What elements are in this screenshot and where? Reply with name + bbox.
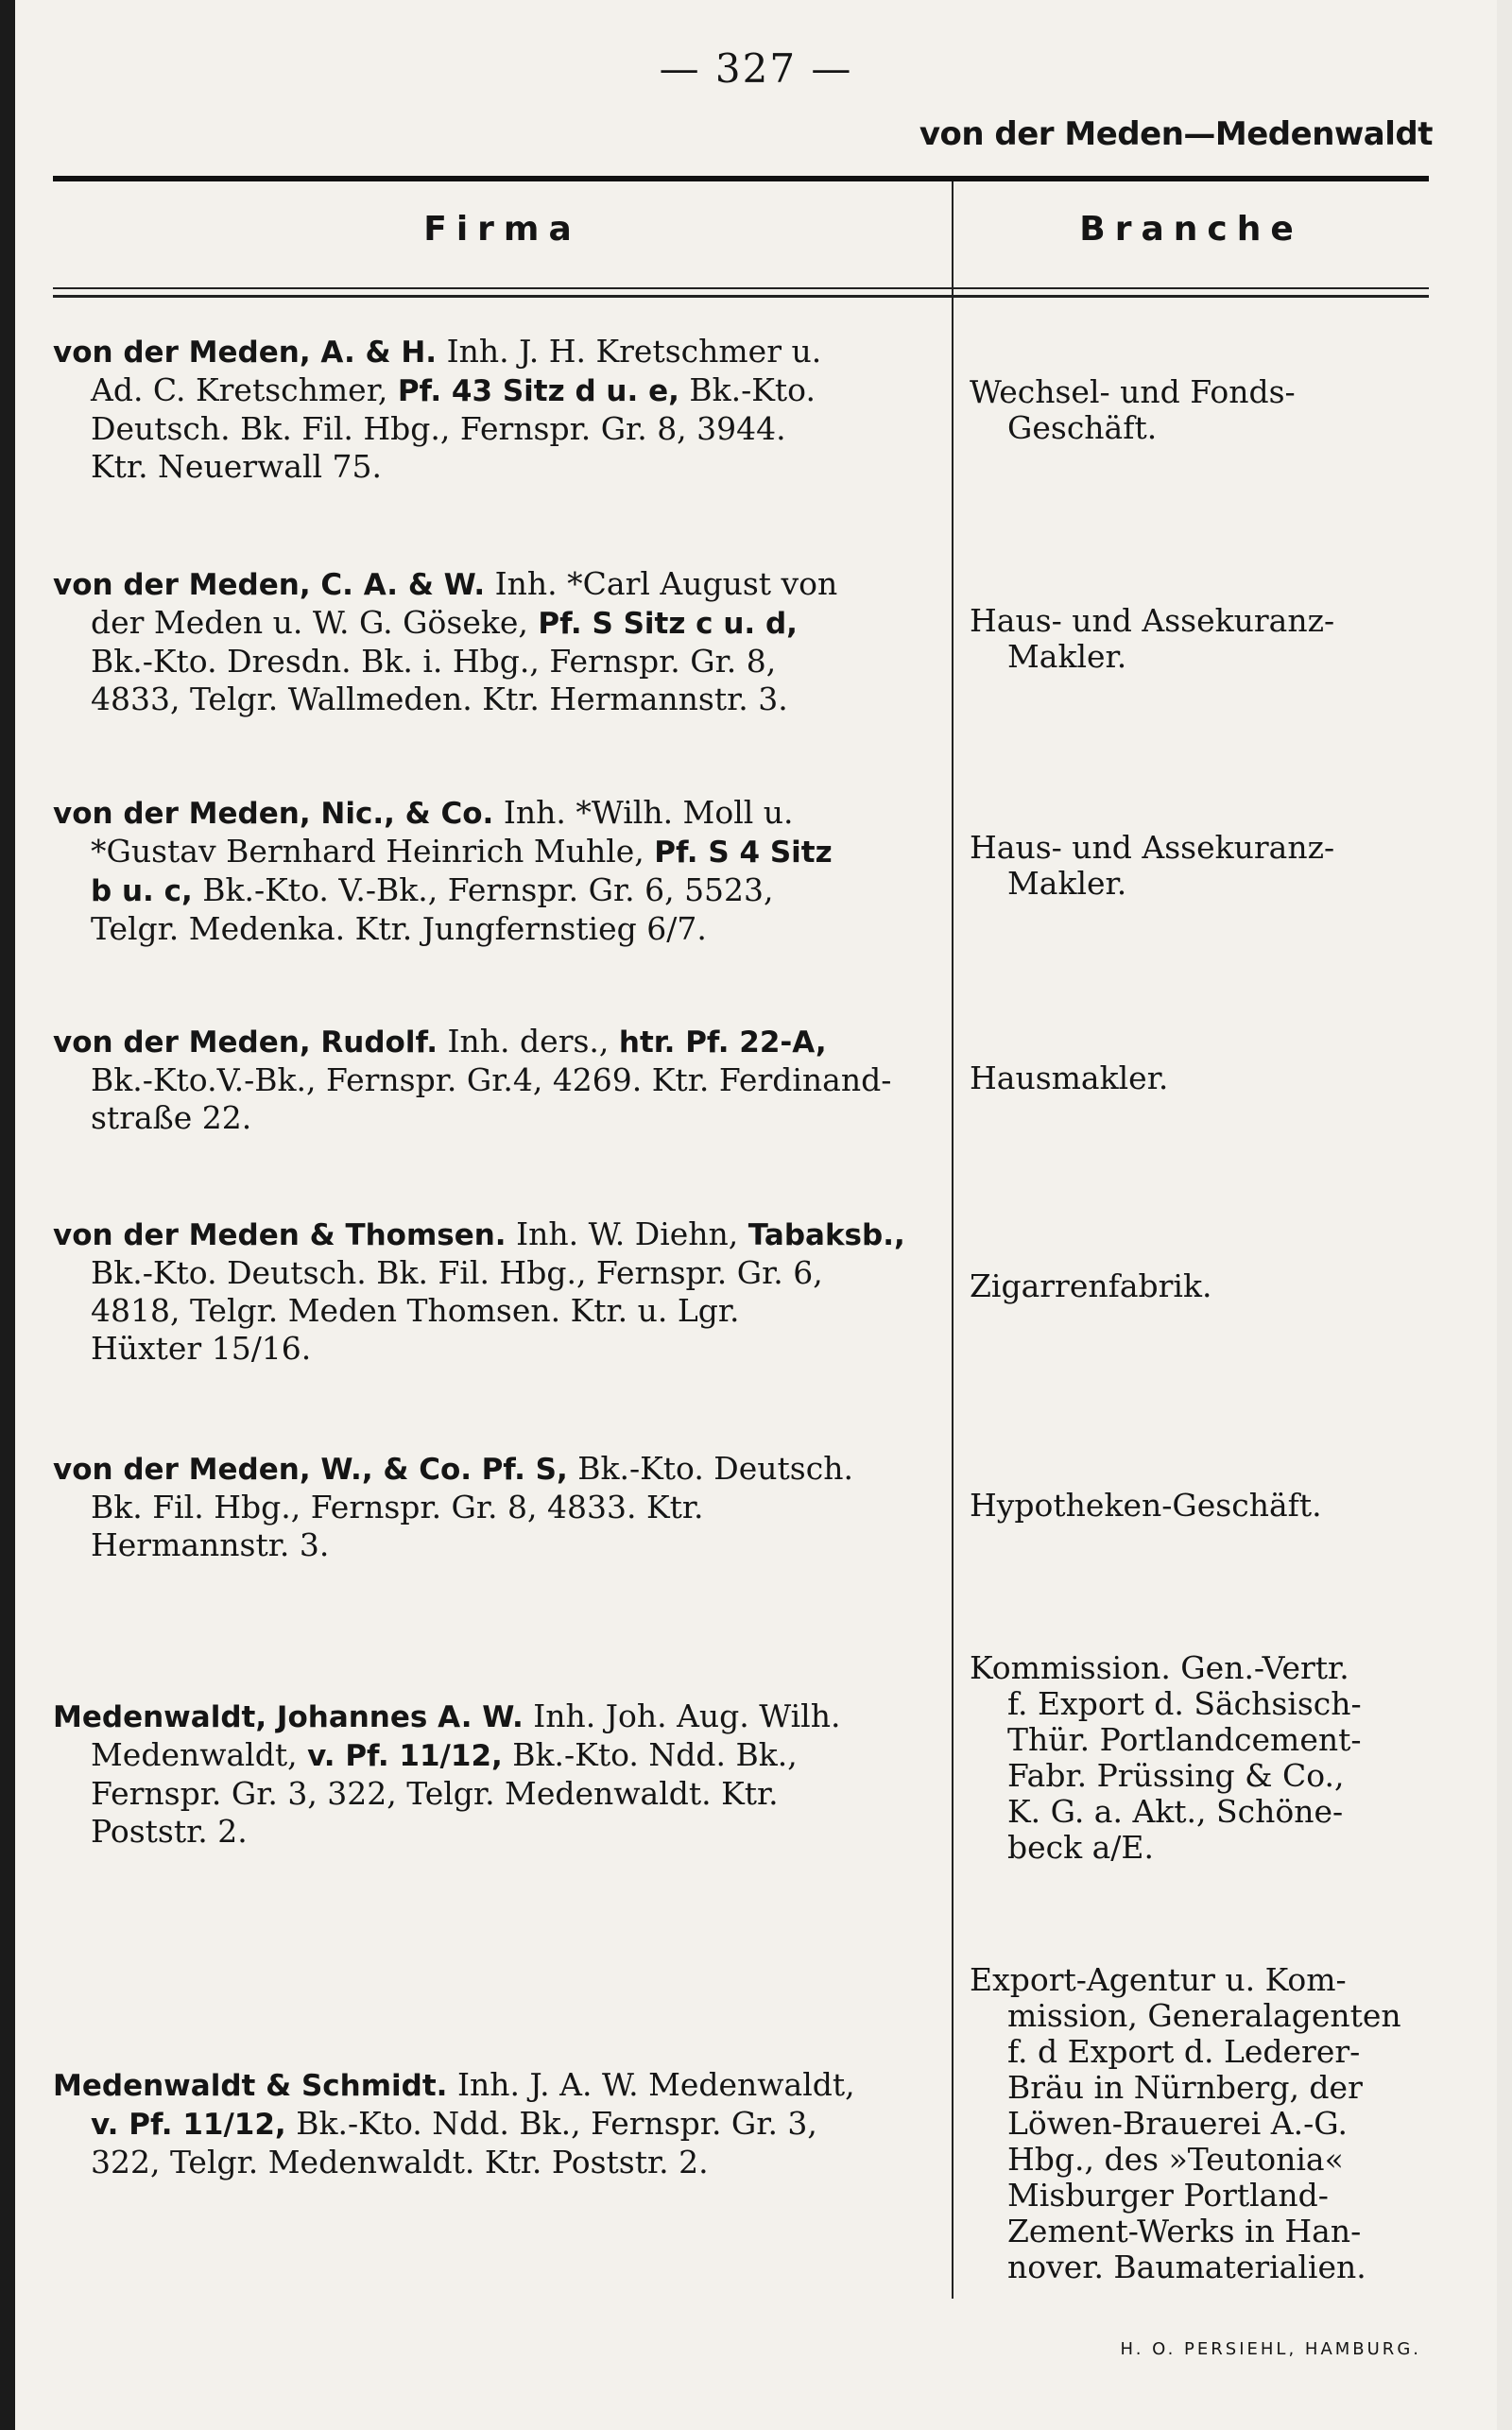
entry-text: 4818, Telgr. Meden Thomsen. Ktr. u. Lgr.: [91, 1292, 740, 1329]
branche-text: Makler.: [1007, 638, 1127, 675]
branche-text: f. d Export d. Lederer-: [1007, 2033, 1361, 2070]
entry-text: Bk.-Kto. Ndd. Bk., Fernspr. Gr. 3,: [285, 2105, 817, 2142]
page-number: — 327 —: [659, 45, 853, 92]
entry-branche: [970, 1488, 1433, 1524]
branche-text: Zement-Werks in Han-: [1007, 2213, 1362, 2249]
postfach-code: Pf. S Sitz c u. d,: [538, 607, 798, 641]
postfach-code: v. Pf. 11/12,: [91, 2108, 286, 2142]
header-rule: [53, 295, 1429, 298]
branche-text: Haus- und Assekuranz-: [970, 602, 1335, 639]
entry-text: Bk.-Kto. Dresdn. Bk. i. Hbg., Fernspr. Gr. 8,: [91, 643, 777, 680]
entry-text: Telgr. Medenka. Ktr. Jungfernstieg 6/7.: [91, 910, 707, 947]
entry-text: Inh. *Carl August von: [494, 565, 838, 602]
entry-text: Inh. W. Diehn,: [516, 1215, 748, 1252]
branche-text: Fabr. Prüssing & Co.,: [1007, 1757, 1345, 1794]
branche-text: Haus- und Assekuranz-: [970, 829, 1335, 866]
branche-text: nover. Baumaterialien.: [1007, 2249, 1366, 2285]
entry-text: Inh. J. H. Kretschmer u.: [446, 333, 822, 370]
branche-text: beck a/E.: [1007, 1829, 1154, 1866]
entry-firma: [53, 1215, 941, 1368]
entry-text: 4833, Telgr. Wallmeden. Ktr. Hermannstr. 3.: [91, 681, 788, 717]
tabak-code: Tabaksb.,: [747, 1218, 905, 1252]
branche-text: Hypotheken-Geschäft.: [970, 1487, 1322, 1524]
entry-text: Bk.-Kto.: [679, 371, 816, 408]
column-divider: [952, 181, 954, 2299]
branche-text: Export-Agentur u. Kom-: [970, 1961, 1347, 1998]
entry-branche: [970, 1962, 1433, 2285]
entry-text: Ktr. Neuerwall 75.: [91, 448, 383, 485]
entry-text: Deutsch. Bk. Fil. Hbg., Fernspr. Gr. 8, 3944.: [91, 410, 786, 447]
firm-name: von der Meden, W., & Co.: [53, 1453, 472, 1487]
entry-branche: [970, 603, 1433, 675]
printer-imprint: H. O. PERSIEHL, HAMBURG.: [1120, 2339, 1421, 2359]
entry-branche: [970, 830, 1433, 902]
entry-text: Bk. Fil. Hbg., Fernspr. Gr. 8, 4833. Ktr.: [91, 1489, 704, 1525]
firm-name: von der Meden, Nic., & Co.: [53, 797, 494, 831]
entry-text: Hermannstr. 3.: [91, 1526, 330, 1563]
entry-text: Hüxter 15/16.: [91, 1330, 312, 1367]
entry-text: Inh. *Wilh. Moll u.: [503, 794, 794, 831]
postfach-code: Pf. S 4 Sitz: [654, 836, 833, 870]
branche-text: Kommission. Gen.-Vertr.: [970, 1649, 1349, 1686]
firm-name: von der Meden, C. A. & W.: [53, 568, 486, 602]
branche-text: f. Export d. Sächsisch-: [1007, 1685, 1362, 1722]
entry-text: *Gustav Bernhard Heinrich Muhle,: [91, 833, 655, 870]
entry-text: Inh. Joh. Aug. Wilh.: [533, 1698, 841, 1734]
entry-firma: [53, 333, 941, 486]
top-rule: [53, 176, 1429, 181]
branche-text: mission, Generalagenten: [1007, 1997, 1401, 2034]
branche-text: Löwen-Brauerei A.-G.: [1007, 2105, 1348, 2142]
column-header-firma: Firma: [423, 210, 581, 249]
branche-text: Hausmakler.: [970, 1060, 1169, 1096]
entry-firma: [53, 2066, 941, 2181]
branche-text: Wechsel- und Fonds-: [970, 373, 1296, 410]
postfach-code: Pf. S,: [481, 1453, 568, 1487]
firm-name: von der Meden, Rudolf.: [53, 1025, 438, 1060]
firm-name: von der Meden & Thomsen.: [53, 1218, 507, 1252]
firm-name: Medenwaldt, Johannes A. W.: [53, 1700, 524, 1734]
branche-text: Thür. Portlandcement-: [1007, 1721, 1362, 1758]
entry-firma: [53, 1023, 941, 1137]
branche-text: Makler.: [1007, 865, 1127, 902]
page-edge: [1497, 0, 1512, 2430]
entry-text: Bk.-Kto. V.-Bk., Fernspr. Gr. 6, 5523,: [192, 871, 774, 908]
column-header-branche: Branche: [1079, 210, 1303, 249]
branche-text: K. G. a. Akt., Schöne-: [1007, 1793, 1344, 1830]
entry-branche: [970, 1650, 1433, 1866]
entry-firma: [53, 794, 941, 948]
entry-text: Fernspr. Gr. 3, 322, Telgr. Medenwaldt. Ktr.: [91, 1775, 779, 1812]
branche-text: Hbg., des »Teutonia«: [1007, 2141, 1344, 2178]
entry-text: Bk.-Kto. Deutsch. Bk. Fil. Hbg., Fernspr. Gr. 6,: [91, 1254, 823, 1291]
entry-text: 322, Telgr. Medenwaldt. Ktr. Poststr. 2.: [91, 2144, 709, 2180]
postfach-code: Pf. 43 Sitz d u. e,: [397, 374, 679, 408]
entry-firma: [53, 565, 941, 718]
postfach-code: b u. c,: [91, 874, 193, 908]
directory-page: [15, 0, 1497, 2430]
entry-branche: [970, 374, 1433, 446]
entry-text: Bk.-Kto.V.-Bk., Fernspr. Gr.4, 4269. Ktr. Ferdinand-: [91, 1061, 892, 1098]
entry-text: Bk.-Kto. Deutsch.: [567, 1450, 853, 1487]
entry-firma: [53, 1698, 941, 1851]
entry-text: Ad. C. Kretschmer,: [91, 371, 398, 408]
firm-name: Medenwaldt & Schmidt.: [53, 2069, 448, 2103]
branche-text: Misburger Portland-: [1007, 2177, 1329, 2214]
running-head: von der Meden—Medenwaldt: [919, 115, 1433, 153]
header-rule: [53, 287, 1429, 289]
entry-text: Inh. ders.,: [447, 1023, 619, 1060]
entry-text: Bk.-Kto. Ndd. Bk.,: [502, 1736, 798, 1773]
branche-text: Geschäft.: [1007, 409, 1158, 446]
firm-name: von der Meden, A. & H.: [53, 336, 438, 370]
entry-branche: [970, 1268, 1433, 1304]
entry-firma: [53, 1450, 941, 1564]
entry-text: Inh. J. A. W. Medenwaldt,: [456, 2066, 855, 2103]
entry-branche: [970, 1060, 1433, 1096]
entry-text: Poststr. 2.: [91, 1813, 248, 1850]
entry-text: der Meden u. W. G. Göseke,: [91, 604, 539, 641]
entry-text: straße 22.: [91, 1099, 252, 1136]
entry-text: Medenwaldt,: [91, 1736, 308, 1773]
postfach-code: v. Pf. 11/12,: [307, 1739, 503, 1773]
branche-text: Zigarrenfabrik.: [970, 1267, 1212, 1304]
branche-text: Bräu in Nürnberg, der: [1007, 2069, 1363, 2106]
postfach-code: htr. Pf. 22-A,: [618, 1025, 827, 1060]
